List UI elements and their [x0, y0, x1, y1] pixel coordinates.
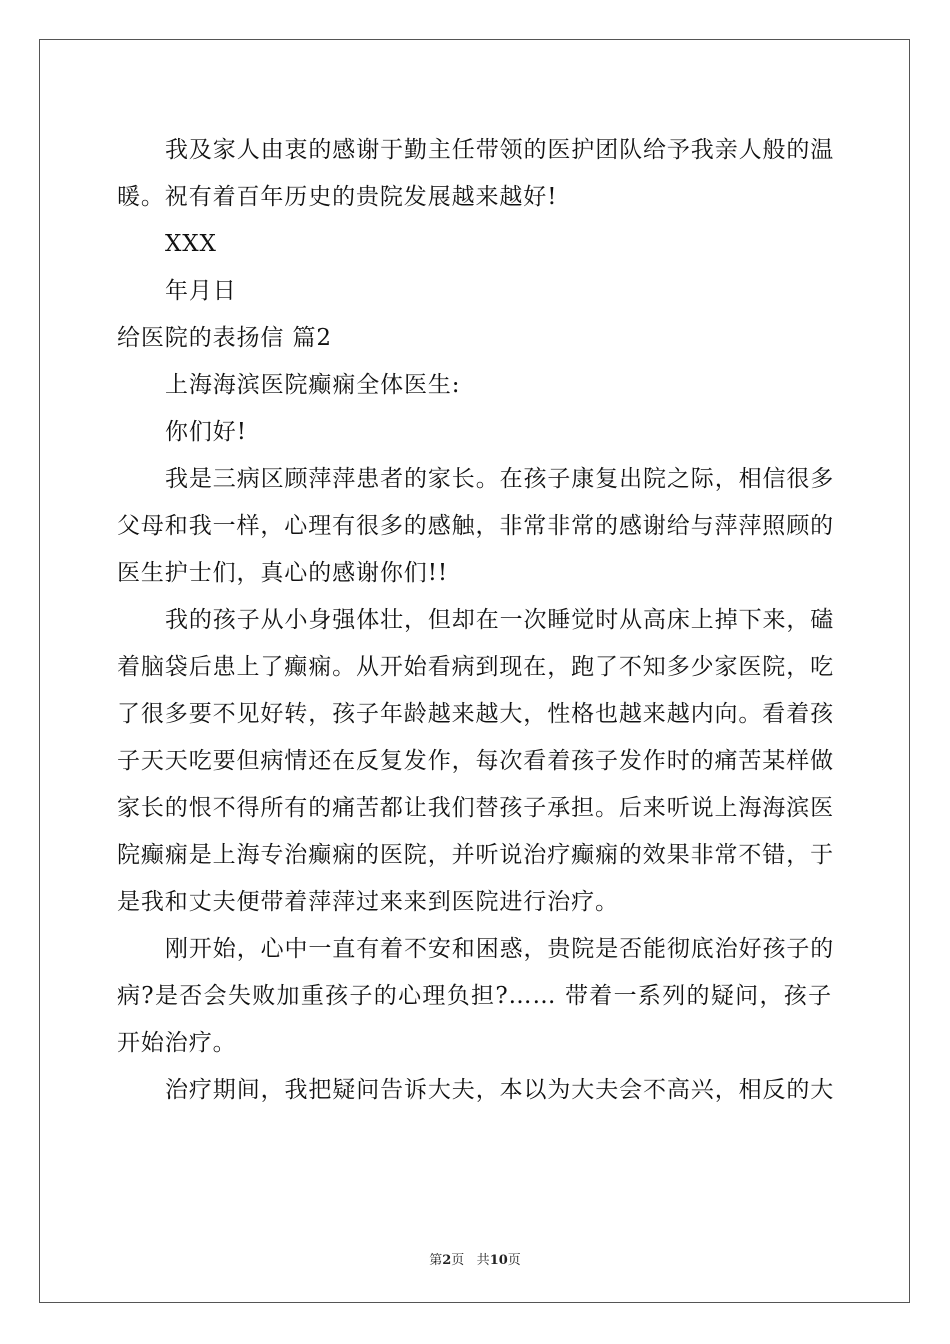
text-line: 了很多要不见好转，孩子年龄越来越大，性格也越来越内向。看着孩	[117, 701, 834, 727]
greeting: 你们好!	[165, 419, 247, 445]
signature-date: 年月日	[165, 278, 237, 304]
footer-prefix: 第	[429, 1253, 443, 1268]
text-line: 我及家人由衷的感谢于勤主任带领的医护团队给予我亲人般的温	[165, 137, 835, 163]
text-line: 我是三病区顾萍萍患者的家长。在孩子康复出院之际，相信很多	[165, 466, 835, 492]
text-line: 开始治疗。	[117, 1030, 237, 1056]
text-line: 子天天吃要但病情还在反复发作，每次看着孩子发作时的痛苦某样做	[117, 748, 834, 774]
text-line: 院癫痫是上海专治癫痫的医院，并听说治疗癫痫的效果非常不错，于	[117, 842, 834, 868]
text-line: 着脑袋后患上了癫痫。从开始看病到现在，跑了不知多少家医院，吃	[117, 654, 834, 680]
text-line: 父母和我一样，心理有很多的感触，非常非常的感谢给与萍萍照顾的	[117, 513, 834, 539]
text-line: 我的孩子从小身强体壮，但却在一次睡觉时从高床上掉下来，磕	[165, 607, 835, 633]
text-line: 病?是否会失败加重孩子的心理负担?…… 带着一系列的疑问，孩子	[117, 983, 832, 1009]
salutation: 上海海滨医院癫痫全体医生:	[165, 372, 461, 398]
text-line: 治疗期间，我把疑问告诉大夫，本以为大夫会不高兴，相反的大	[165, 1077, 835, 1103]
text-line: 家长的恨不得所有的痛苦都让我们替孩子承担。后来听说上海海滨医	[117, 795, 834, 821]
text-line: 刚开始，心中一直有着不安和困惑，贵院是否能彻底治好孩子的	[165, 936, 835, 962]
footer-page-number: 2	[442, 1253, 452, 1268]
footer-total-prefix: 共	[476, 1253, 490, 1268]
page-footer	[0, 1249, 950, 1268]
footer-page-suffix: 页	[451, 1253, 465, 1268]
text-line: 暖。祝有着百年历史的贵院发展越来越好!	[117, 184, 558, 210]
section-heading: 给医院的表扬信 篇2	[117, 325, 332, 351]
document-body	[117, 127, 835, 1114]
text-line: 医生护士们，真心的感谢你们!!	[117, 560, 448, 586]
signature-name: XXX	[165, 231, 217, 257]
text-line: 是我和丈夫便带着萍萍过来来到医院进行治疗。	[117, 889, 619, 915]
footer-total-suffix: 页	[507, 1253, 521, 1268]
footer-total-pages: 10	[489, 1253, 508, 1268]
